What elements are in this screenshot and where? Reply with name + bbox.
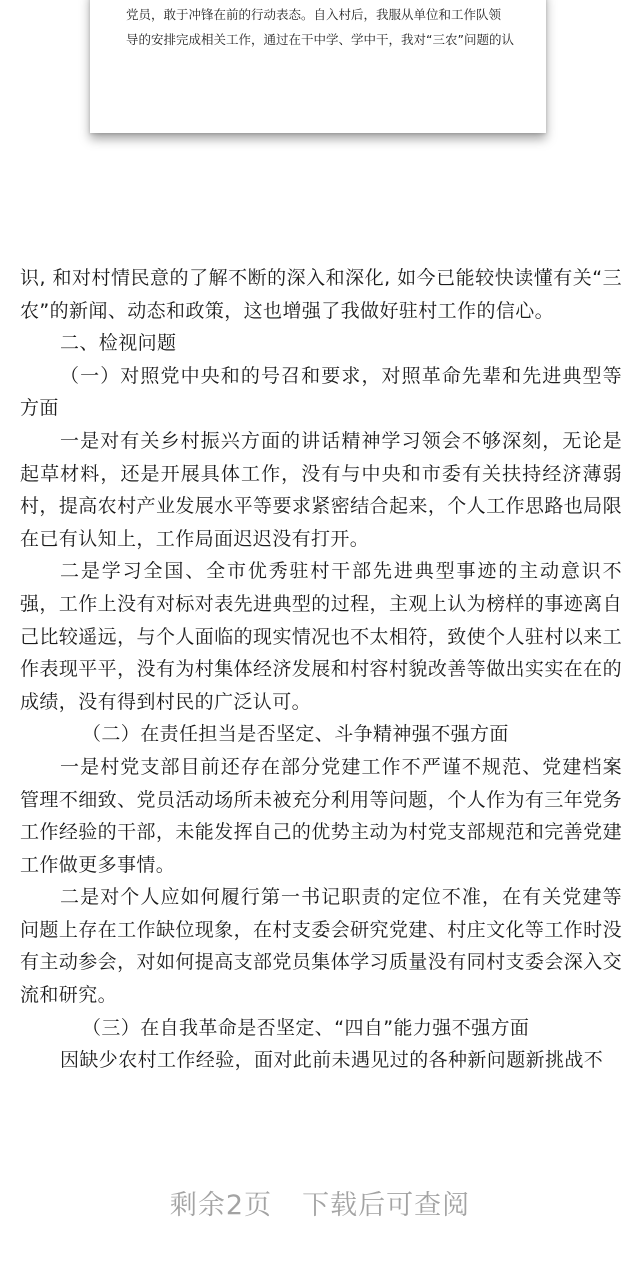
preview-line-1: 党员，敢于冲锋在前的行动表态。自入村后，我服从单位和工作队领 (126, 7, 502, 22)
preview-page-card (90, 0, 546, 133)
download-to-view-label: 下载后可查阅 (302, 1190, 471, 1221)
paragraph: 因缺少农村工作经验，面对此前未遇见过的各种新问题新挑战不 (60, 1049, 604, 1072)
preview-line-2: 导的安排完成相关工作，通过在干中学、学中干，我对“三农”问题的认 (126, 32, 514, 47)
paragraph: 一是对有关乡村振兴方面的讲话精神学习领会不够深刻，无论是起草材料，还是开展具体工作，没有与中央和市委有关扶持经济薄弱村，提高农村产业发展水平等要求紧密结合起来，个人工作思路也局限在已有认知上，工作局面迟迟没有打开。 (20, 429, 622, 550)
subsection-heading-1: （一）对照党中央和的号召和要求，对照革命先辈和先进典型等方面 (20, 364, 622, 420)
paragraph: 二是学习全国、全市优秀驻村干部先进典型事迹的主动意识不强，工作上没有对标对表先进典型的过程，主观上认为榜样的事迹离自己比较遥远，与个人面临的现实情况也不太相符，致使个人驻村以来工作表现平平，没有为村集体经济发展和村容村貌改善等做出实实在在的成绩，没有得到村民的广泛认可。 (20, 560, 622, 713)
document-body (0, 262, 640, 1077)
remaining-pages-label: 剩余2页 (169, 1190, 273, 1221)
subsection-heading-2: （二）在责任担当是否坚定、斗争精神强不强方面 (82, 723, 509, 746)
paragraph: 一是村党支部目前还存在部分党建工作不严谨不规范、党建档案管理不细致、党员活动场所未被充分利用等问题，个人作为有三年党务工作经验的干部，未能发挥自己的优势主动为村党支部规范和完善党建工作做更多事情。 (20, 755, 622, 876)
section-heading-2: 二、检视问题 (60, 332, 177, 355)
subsection-heading-3: （三）在自我革命是否坚定、“四自”能力强不强方面 (82, 1016, 530, 1039)
download-more-banner[interactable] (0, 1188, 640, 1224)
paragraph-continued: 识, 和对村情民意的了解不断的深入和深化, 如今已能较快读懂有关“三农”的新闻、动态和政策，这也增强了我做好驻村工作的信心。 (20, 267, 622, 322)
paragraph: 二是对个人应如何履行第一书记职责的定位不准，在有关党建等问题上存在工作缺位现象，在村支委会研究党建、村庄文化等工作时没有主动参会，对如何提高支部党员集体学习质量没有同村支委会深入交流和研究。 (20, 886, 622, 1007)
